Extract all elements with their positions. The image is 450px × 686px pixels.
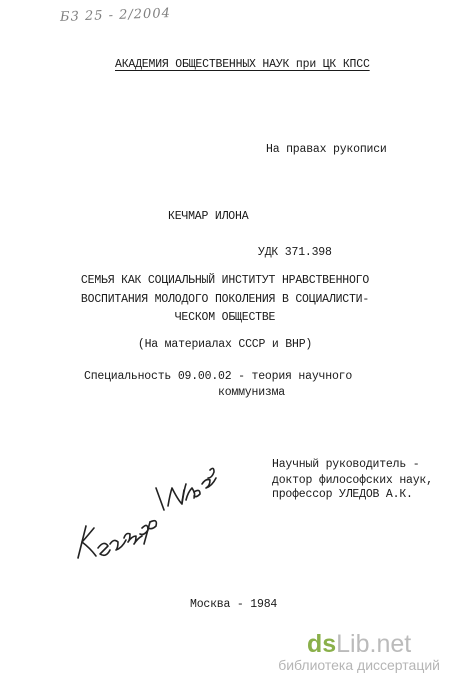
thesis-subtitle: (На материалах СССР и ВНР) [137,338,313,351]
thesis-title-line-1: СЕМЬЯ КАК СОЦИАЛЬНЫЙ ИНСТИТУТ НРАВСТВЕННОГО [80,274,370,287]
specialty-line-1: Специальность 09.00.02 - теория научного [84,370,353,383]
watermark-logo: dsLib.net [306,630,412,658]
handwritten-signature [60,430,230,580]
archive-stamp: Б3 25 - 2/2004 [59,6,172,25]
manuscript-rights-note: На правах рукописи [266,143,387,156]
udk-code: УДК 371.398 [258,246,332,259]
city-and-year: Москва - 1984 [190,598,278,611]
supervisor-line-1: Научный руководитель - [272,458,420,471]
author-name: КЕЧМАР ИЛОНА [168,210,249,223]
supervisor-line-2: доктор философских наук, [272,474,433,487]
thesis-title-line-3: ЧЕСКОМ ОБЩЕСТВЕ [174,311,276,324]
watermark-subtitle: библиотека диссертаций [278,657,440,673]
watermark [278,630,440,673]
thesis-title-line-2: ВОСПИТАНИЯ МОЛОДОГО ПОКОЛЕНИЯ В СОЦИАЛИСТИ- [80,293,370,306]
academy-header: АКАДЕМИЯ ОБЩЕСТВЕННЫХ НАУК при ЦК КПСС [115,58,370,71]
supervisor-line-3: профессор УЛЕДОВ А.К. [272,488,413,501]
specialty-line-2: коммунизма [218,386,286,399]
